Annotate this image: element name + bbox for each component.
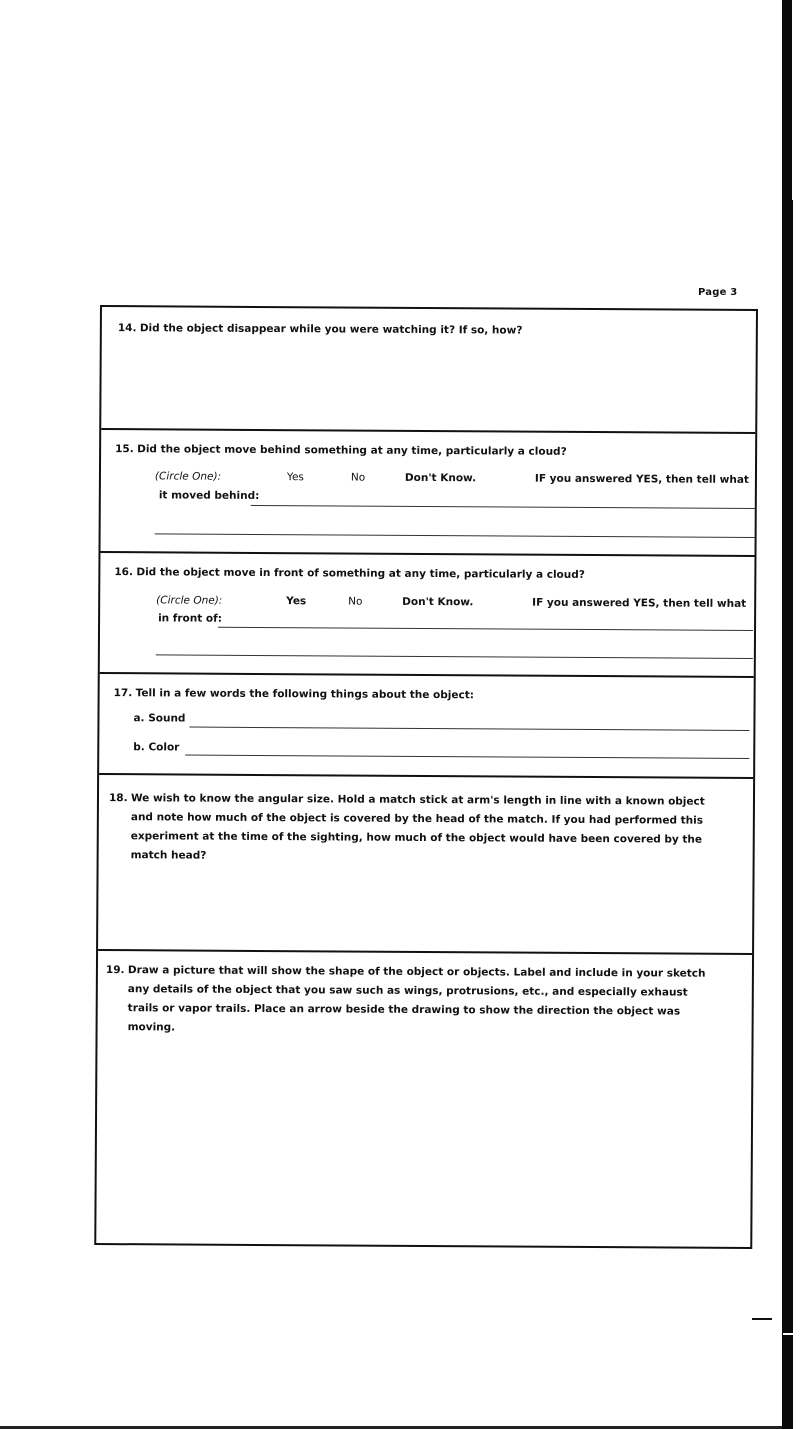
question-16 <box>114 563 585 584</box>
question-17-text: Tell in a few words the following things about the object: <box>135 687 474 702</box>
in-front-of-label: in front of: <box>158 612 222 625</box>
moved-behind-line-1[interactable] <box>251 505 756 509</box>
option-dont-know[interactable]: Don't Know. <box>402 595 474 609</box>
question-14-text: Did the object disappear while you were watching it? If so, how? <box>139 322 523 337</box>
question-15-section <box>100 430 755 557</box>
option-no[interactable]: No <box>350 471 366 484</box>
question-19-text: Draw a picture that will show the shape of the object or objects. Label and include in your sketch any details of the object that you saw such as wings, protrusions, etc., and especially exhaust trails or vapor trails. Place an arrow beside the drawing to show the direction the object was moving. <box>127 964 706 1034</box>
question-19 <box>106 961 716 1041</box>
question-16-section <box>100 553 755 678</box>
moved-behind-line-2[interactable] <box>155 533 755 538</box>
sound-label: a. Sound <box>133 712 186 725</box>
question-19-number: 19. <box>105 964 125 977</box>
followup-instruction: IF you answered YES, then tell what <box>532 596 747 610</box>
question-16-text: Did the object move in front of something at any time, particularly a cloud? <box>136 566 585 581</box>
circle-one-label: (Circle One): <box>154 470 222 483</box>
scan-tick-mark <box>752 1318 772 1320</box>
option-yes[interactable]: Yes <box>286 595 307 608</box>
question-14-number: 14. <box>117 322 137 335</box>
question-15-number: 15. <box>115 443 134 456</box>
circle-one-label: (Circle One): <box>156 594 223 607</box>
question-19-section <box>96 951 752 1247</box>
question-18-text: We wish to know the angular size. Hold a match stick at arm's length in line with a known object and note how much of the object is covered by the head of the match. If you had performed this experiment at the time of the sighting, how much of the object would have been covered by the match head? <box>130 792 705 862</box>
color-label: b. Color <box>133 741 180 754</box>
question-17 <box>114 684 474 704</box>
question-18-answer-area[interactable] <box>114 855 735 949</box>
question-17-number: 17. <box>113 687 133 700</box>
option-dont-know[interactable]: Don't Know. <box>404 471 477 485</box>
scan-edge-bar-lower <box>785 200 793 1429</box>
in-front-of-line-2[interactable] <box>156 654 753 659</box>
page-number: Page 3 <box>698 287 738 298</box>
question-18-number: 18. <box>108 792 128 805</box>
color-input-line[interactable] <box>185 755 749 759</box>
question-15 <box>115 440 567 461</box>
question-18-section <box>98 775 753 955</box>
option-no[interactable]: No <box>348 595 363 608</box>
in-front-of-line-1[interactable] <box>218 627 753 631</box>
question-15-options <box>155 470 755 490</box>
scan-tick-mark-2 <box>783 1333 797 1335</box>
option-yes[interactable]: Yes <box>286 471 304 484</box>
question-17-section <box>99 674 754 779</box>
question-14-answer-area[interactable] <box>117 343 737 427</box>
question-16-number: 16. <box>114 566 134 579</box>
followup-instruction: IF you answered YES, then tell what <box>534 472 750 486</box>
question-15-text: Did the object move behind something at any time, particularly a cloud? <box>137 443 567 458</box>
question-14-section <box>101 307 756 434</box>
sound-input-line[interactable] <box>189 727 749 731</box>
moved-behind-label: it moved behind: <box>158 489 260 502</box>
sketch-drawing-area[interactable] <box>112 1031 733 1235</box>
question-14 <box>118 319 523 339</box>
questionnaire-form <box>94 305 758 1249</box>
question-16-options <box>156 594 756 614</box>
